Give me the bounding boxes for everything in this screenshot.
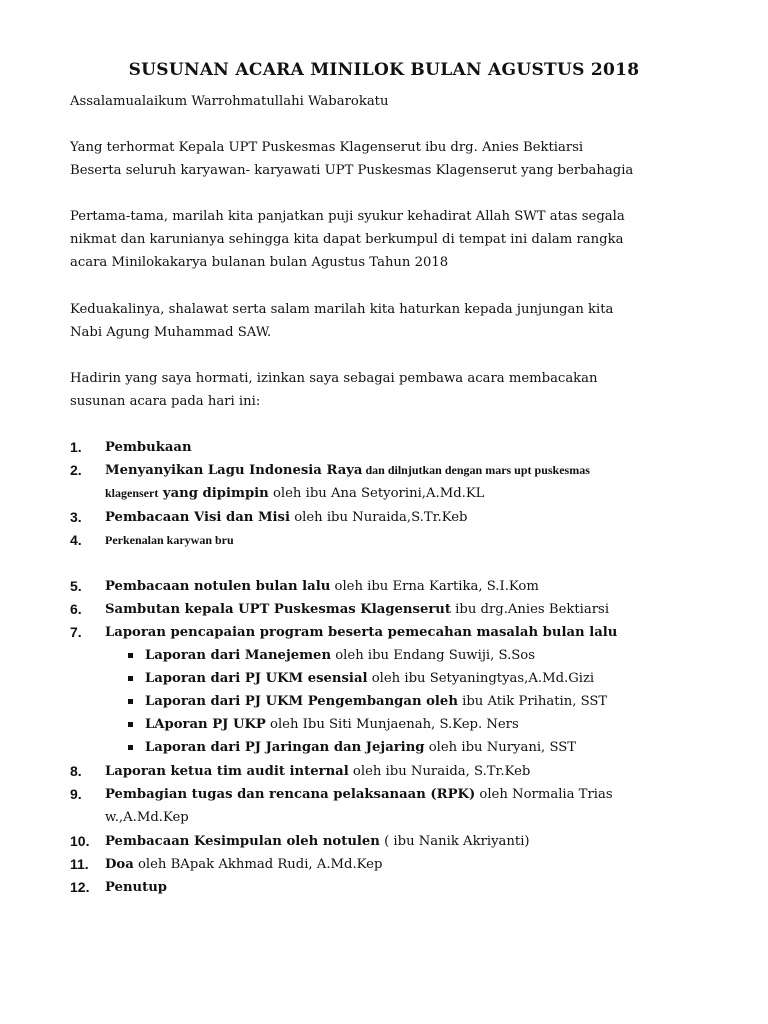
- item-title: Pembacaan Visi dan Misi: [105, 510, 290, 525]
- paragraph-opening: [70, 205, 710, 274]
- item-detail: oleh Normalia Trias: [475, 787, 613, 802]
- intro-line-2: susunan acara pada hari ini:: [70, 394, 261, 409]
- item-title: Doa: [105, 857, 134, 872]
- item-detail: oleh ibu Erna Kartika, S.I.Kom: [330, 579, 539, 594]
- item-detail: oleh ibu Ana Setyorini,A.Md.KL: [268, 486, 485, 501]
- item-number: 10.: [70, 833, 90, 849]
- item-title: Perkenalan karywan bru: [105, 533, 234, 547]
- paragraph-salutation: [70, 136, 710, 182]
- sub-item-title: Laporan dari PJ UKM Pengembangan oleh: [145, 694, 458, 709]
- bullet-icon: [128, 745, 133, 750]
- item-number: 12.: [70, 879, 90, 895]
- item-detail: ( ibu Nanik Akriyanti): [379, 834, 530, 849]
- item-title: Pembacaan Kesimpulan oleh notulen: [105, 834, 380, 849]
- bullet-icon: [128, 722, 133, 727]
- greeting: Assalamualaikum Warrohmatullahi Wabarokatu: [70, 94, 389, 109]
- item-title: Pembukaan: [105, 440, 192, 455]
- shalawat-line-2: Nabi Agung Muhammad SAW.: [70, 325, 272, 340]
- sub-list-item: [145, 713, 705, 736]
- item-number: 11.: [70, 856, 89, 872]
- sub-item-title: LAporan PJ UKP: [145, 717, 266, 732]
- item-number: 9.: [70, 786, 82, 802]
- shalawat-line-1: Keduakalinya, shalawat serta salam marilah kita haturkan kepada junjungan kita: [70, 302, 614, 317]
- item-detail: ibu drg.Anies Bektiarsi: [450, 602, 610, 617]
- sub-list-item: [145, 736, 705, 759]
- salutation-line-1: Yang terhormat Kepala UPT Puskesmas Klagenserut ibu drg. Anies Bektiarsi: [70, 140, 584, 155]
- item-number: 8.: [70, 763, 82, 779]
- item-detail: oleh ibu Nuraida,S.Tr.Keb: [290, 510, 468, 525]
- item-title-2: yang dipimpin: [158, 486, 269, 501]
- item-title: Penutup: [105, 880, 168, 895]
- item-number: 1.: [70, 439, 82, 455]
- item-note-2: klagensert: [105, 486, 159, 500]
- opening-line-1: Pertama-tama, marilah kita panjatkan puji syukur kehadirat Allah SWT atas segala: [70, 209, 625, 224]
- item-detail: oleh ibu Nuraida, S.Tr.Keb: [348, 764, 531, 779]
- sub-list-item: [145, 644, 705, 667]
- sub-item-detail: oleh ibu Setyaningtyas,A.Md.Gizi: [367, 671, 595, 686]
- sub-item-detail: oleh Ibu Siti Munjaenah, S.Kep. Ners: [265, 717, 519, 732]
- paragraph-shalawat: [70, 298, 710, 344]
- sub-list-item: [145, 667, 705, 690]
- sub-item-detail: oleh ibu Nuryani, SST: [424, 740, 577, 755]
- item-detail: oleh BApak Akhmad Rudi, A.Md.Kep: [133, 857, 383, 872]
- item-number: 6.: [70, 601, 82, 617]
- sub-item-title: Laporan dari PJ Jaringan dan Jejaring: [145, 740, 425, 755]
- item-number: 4.: [70, 532, 82, 548]
- agenda-item: [70, 459, 710, 505]
- paragraph-intro: [70, 367, 710, 413]
- item-title: Laporan pencapaian program beserta pemecahan masalah bulan lalu: [105, 625, 618, 640]
- bullet-icon: [128, 653, 133, 658]
- item-number: 7.: [70, 624, 82, 640]
- item-note: dan dilnjutkan dengan mars upt puskesmas: [362, 463, 590, 477]
- item-title: Sambutan kepala UPT Puskesmas Klagenserut: [105, 602, 451, 617]
- item-title: Pembagian tugas dan rencana pelaksanaan (RPK): [105, 787, 476, 802]
- item-detail-2: w.,A.Md.Kep: [105, 810, 189, 825]
- item-title: Pembacaan notulen bulan lalu: [105, 579, 331, 594]
- intro-line-1: Hadirin yang saya hormati, izinkan saya sebagai pembawa acara membacakan: [70, 371, 598, 386]
- item-number: 3.: [70, 509, 82, 525]
- item-number: 5.: [70, 578, 82, 594]
- sub-item-title: Laporan dari PJ UKM esensial: [145, 671, 368, 686]
- agenda-item: [70, 783, 710, 829]
- document-title: SUSUNAN ACARA MINILOK BULAN AGUSTUS 2018: [128, 60, 640, 80]
- sub-item-detail: oleh ibu Endang Suwiji, S.Sos: [331, 648, 536, 663]
- salutation-line-2: Beserta seluruh karyawan- karyawati UPT Puskesmas Klagenserut yang berbahagia: [70, 163, 634, 178]
- sub-item-title: Laporan dari Manejemen: [145, 648, 332, 663]
- sub-list-item: [145, 690, 705, 713]
- sub-item-detail: ibu Atik Prihatin, SST: [457, 694, 608, 709]
- item-number: 2.: [70, 462, 82, 478]
- item-title: Menyanyikan Lagu Indonesia Raya: [105, 463, 363, 478]
- bullet-icon: [128, 699, 133, 704]
- item-title: Laporan ketua tim audit internal: [105, 764, 349, 779]
- bullet-icon: [128, 676, 133, 681]
- opening-line-3: acara Minilokakarya bulanan bulan Agustus Tahun 2018: [70, 255, 449, 270]
- opening-line-2: nikmat dan karunianya sehingga kita dapat berkumpul di tempat ini dalam rangka: [70, 232, 624, 247]
